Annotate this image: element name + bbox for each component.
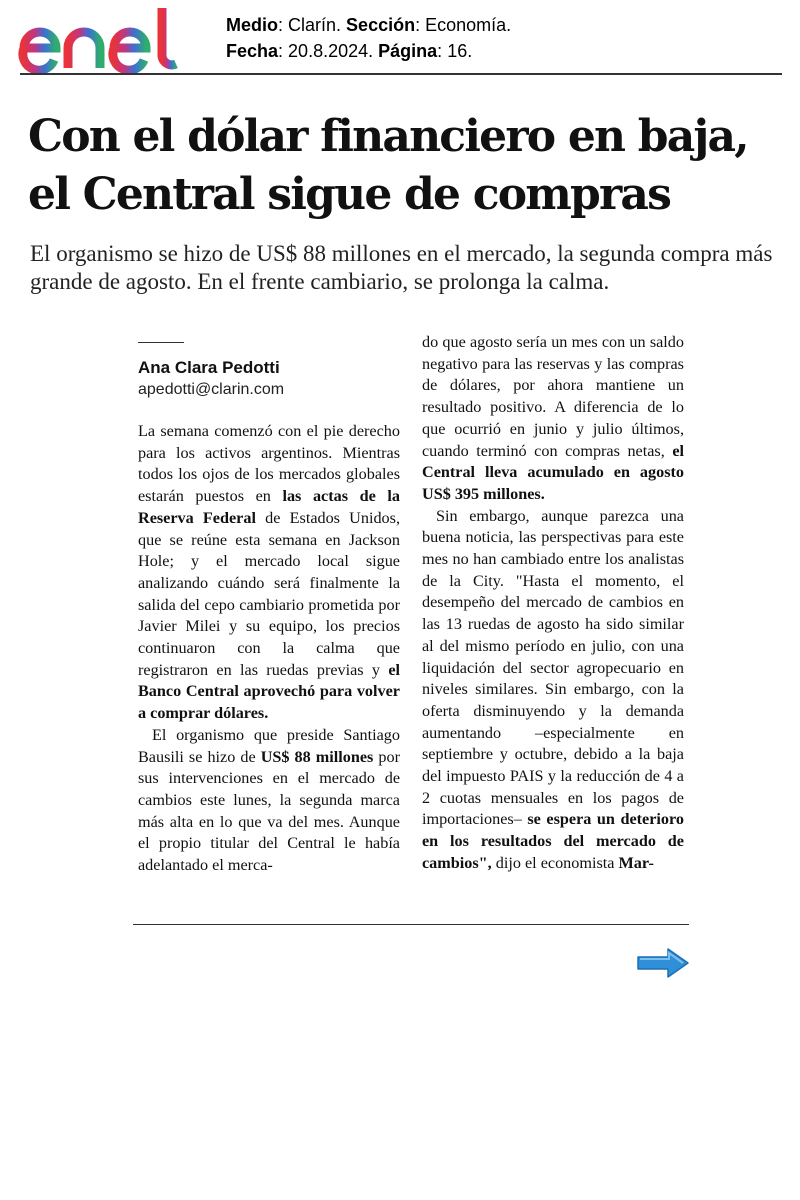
header-divider [20,73,782,75]
subheadline: El organismo se hizo de US$ 88 millones en el mercado, la segunda compra más grande de agosto. En el frente cambiario, se prolonga la calma. [30,241,773,294]
document-header [0,0,800,76]
fecha-value: 20.8.2024. [288,41,374,61]
paragraph-4: Sin embargo, aunque parezca una buena noticia, las perspectivas para este mes no han cambiado entre los analistas de la City. "Hasta el momento, el desempeño del mercado de cambios en las 13 ruedas de agosto ha sido similar al del mismo período en julio, con una liquidación del sector agropecuario en niveles similares. Sin embargo, con la oferta disminuyendo y la demanda aumentando –especialmente en septiembre y octubre, debido a la baja del impuesto PAIS y la reducción de 4 a 2 cuotas mensuales en los pagos de importaciones– se espera un deterioro en los resultados del mercado de cambios", dijo el economista Mar- [422,506,684,872]
column-right [422,332,684,875]
author-name: Ana Clara Pedotti [138,358,280,377]
author-email: apedotti@clarin.com [138,381,285,398]
meta-line-2: Fecha: 20.8.2024. Página: 16. [226,41,473,61]
document-meta [226,12,511,64]
article-divider [133,924,689,925]
medio-value: Clarín. [288,15,342,35]
arrow-right-icon[interactable] [636,947,690,979]
headline: Con el dólar financiero en baja, el Central sigue de compras [28,111,748,220]
article-body [138,332,690,902]
paragraph-1: La semana comenzó con el pie derecho para los activos argentinos. Mientras todos los ojos de los mercados globales estarán puestos en las actas de la Reserva Federal de Estados Unidos, que se reúne esta semana en Jackson Hole; y el mercado local sigue analizando cuándo será finalmente la salida del cepo cambiario prometida por Javier Milei y su equipo, los precios continuaron con la calma que registraron en las ruedas previas y el Banco Central aprovechó para volver a comprar dólares. [138,422,400,723]
pagina-label: Página [378,41,438,61]
byline-divider [138,342,184,343]
paragraph-2: El organismo que preside Santiago Bausili se hizo de US$ 88 millones por sus intervenciones en el mercado de cambios este lunes, la segunda marca más alta en lo que va del mes. Aunque el propio titular del Central le había adelantado el merca- [138,725,400,875]
pagina-value: 16. [447,41,473,61]
fecha-label: Fecha [226,41,279,61]
medio-label: Medio [226,15,278,35]
column-left [138,332,400,877]
paragraph-3: do que agosto sería un mes con un saldo negativo para las reservas y las compras de dólares, por ahora mantiene un resultado positivo. A diferencia de lo que ocurrió en junio y julio últimos, cuando terminó con compras netas, el Central lleva acumulado en agosto US$ 395 millones. [422,333,684,503]
seccion-value: Economía. [425,15,512,35]
seccion-label: Sección [346,15,416,35]
meta-line-1: Medio: Clarín. Sección: Economía. [226,15,512,35]
enel-logo [16,4,192,74]
